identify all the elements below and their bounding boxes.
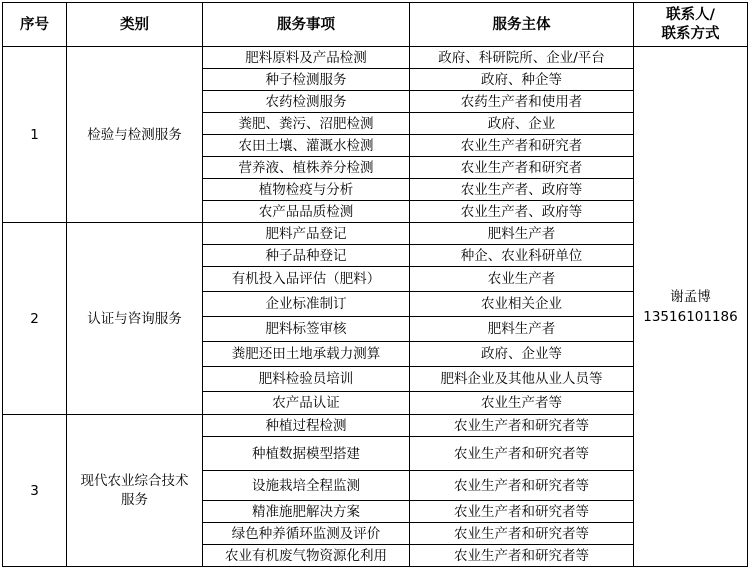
service-table xyxy=(2,2,748,567)
subject-cell: 肥料企业及其他从业人员等 xyxy=(410,367,634,392)
subject-cell: 政府、科研院所、企业/平台 xyxy=(410,47,634,69)
group-category: 检验与检测服务 xyxy=(67,47,203,223)
header-contact xyxy=(634,3,748,47)
service-cell: 肥料标签审核 xyxy=(203,317,410,342)
service-cell: 种植过程检测 xyxy=(203,415,410,437)
subject-cell: 农业生产者 xyxy=(410,267,634,292)
subject-cell: 农业生产者、政府等 xyxy=(410,179,634,201)
header-row xyxy=(3,3,748,47)
service-cell: 绿色种养循环监测及评价 xyxy=(203,523,410,545)
table-row xyxy=(3,47,748,69)
service-cell: 农业有机废气物资源化利用 xyxy=(203,545,410,567)
subject-cell: 农业生产者和研究者等 xyxy=(410,415,634,437)
subject-cell: 农业相关企业 xyxy=(410,292,634,317)
subject-cell: 农业生产者和研究者等 xyxy=(410,523,634,545)
header-service: 服务事项 xyxy=(203,3,410,47)
subject-cell: 种企、农业科研单位 xyxy=(410,245,634,267)
service-cell: 粪肥、粪污、沼肥检测 xyxy=(203,113,410,135)
header-contact-line2: 联系方式 xyxy=(661,25,720,42)
service-cell: 肥料产品登记 xyxy=(203,223,410,245)
subject-cell: 肥料生产者 xyxy=(410,317,634,342)
service-cell: 有机投入品评估（肥料） xyxy=(203,267,410,292)
subject-cell: 农业生产者和研究者 xyxy=(410,157,634,179)
header-index: 序号 xyxy=(3,3,67,47)
subject-cell: 农药生产者和使用者 xyxy=(410,91,634,113)
group-category-text: 现代农业综合技术服务 xyxy=(80,472,189,508)
group-index: 1 xyxy=(3,47,67,223)
service-cell: 农产品认证 xyxy=(203,392,410,415)
subject-cell: 农业生产者和研究者等 xyxy=(410,437,634,471)
service-cell: 营养液、植株养分检测 xyxy=(203,157,410,179)
service-cell: 肥料原料及产品检测 xyxy=(203,47,410,69)
group-category xyxy=(67,415,203,567)
subject-cell: 农业生产者和研究者等 xyxy=(410,545,634,567)
subject-cell: 政府、企业等 xyxy=(410,342,634,367)
service-cell: 粪肥还田土地承载力测算 xyxy=(203,342,410,367)
subject-cell: 肥料生产者 xyxy=(410,223,634,245)
subject-cell: 农业生产者和研究者等 xyxy=(410,471,634,501)
subject-cell: 政府、种企等 xyxy=(410,69,634,91)
subject-cell: 农业生产者和研究者 xyxy=(410,135,634,157)
group-index: 2 xyxy=(3,223,67,415)
header-category: 类别 xyxy=(67,3,203,47)
subject-cell: 农业生产者、政府等 xyxy=(410,201,634,223)
subject-cell: 农业生产者等 xyxy=(410,392,634,415)
header-subject: 服务主体 xyxy=(410,3,634,47)
group-category: 认证与咨询服务 xyxy=(67,223,203,415)
service-cell: 农药检测服务 xyxy=(203,91,410,113)
contact-phone: 13516101186 xyxy=(643,308,738,325)
subject-cell: 政府、企业 xyxy=(410,113,634,135)
service-cell: 企业标准制订 xyxy=(203,292,410,317)
service-cell: 农产品品质检测 xyxy=(203,201,410,223)
service-cell: 种子检测服务 xyxy=(203,69,410,91)
service-cell: 种子品种登记 xyxy=(203,245,410,267)
contact-name: 谢孟博 xyxy=(670,288,711,305)
service-cell: 肥料检验员培训 xyxy=(203,367,410,392)
service-cell: 植物检疫与分析 xyxy=(203,179,410,201)
group-index: 3 xyxy=(3,415,67,567)
contact-cell xyxy=(634,47,748,567)
service-cell: 种植数据模型搭建 xyxy=(203,437,410,471)
header-contact-line1: 联系人/ xyxy=(666,6,715,23)
service-cell: 精准施肥解决方案 xyxy=(203,501,410,523)
service-cell: 设施栽培全程监测 xyxy=(203,471,410,501)
service-cell: 农田土壤、灌溉水检测 xyxy=(203,135,410,157)
subject-cell: 农业生产者和研究者等 xyxy=(410,501,634,523)
